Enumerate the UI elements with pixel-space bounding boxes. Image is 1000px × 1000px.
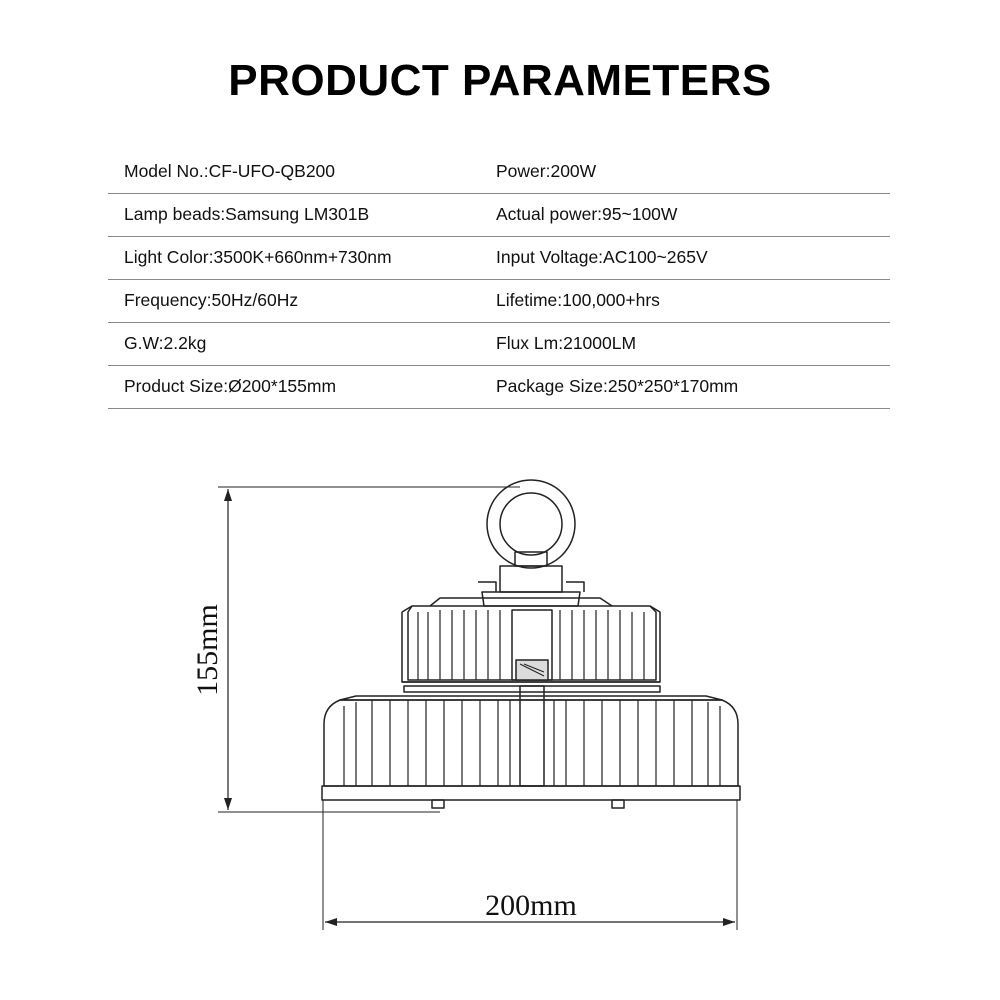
page-title: PRODUCT PARAMETERS xyxy=(228,56,772,105)
spec-product-size: Product Size:Ø200*155mm xyxy=(124,376,337,396)
ufo-lamp-icon xyxy=(322,480,740,808)
spec-light-color: Light Color:3500K+660nm+730nm xyxy=(124,247,392,267)
spec-actual-power: Actual power:95~100W xyxy=(496,204,678,224)
spec-input-voltage: Input Voltage:AC100~265V xyxy=(496,247,708,267)
spec-gross-weight: G.W:2.2kg xyxy=(124,333,207,353)
spec-model: Model No.:CF-UFO-QB200 xyxy=(124,161,336,181)
spec-package-size: Package Size:250*250*170mm xyxy=(496,376,739,396)
spec-frequency: Frequency:50Hz/60Hz xyxy=(124,290,299,310)
height-label: 155mm xyxy=(191,604,224,696)
spec-lifetime: Lifetime:100,000+hrs xyxy=(496,290,660,310)
spec-power: Power:200W xyxy=(496,161,597,181)
height-dimension xyxy=(218,487,520,812)
spec-lamp-beads: Lamp beads:Samsung LM301B xyxy=(124,204,370,224)
width-label: 200mm xyxy=(485,889,577,922)
spec-flux: Flux Lm:21000LM xyxy=(496,333,637,353)
